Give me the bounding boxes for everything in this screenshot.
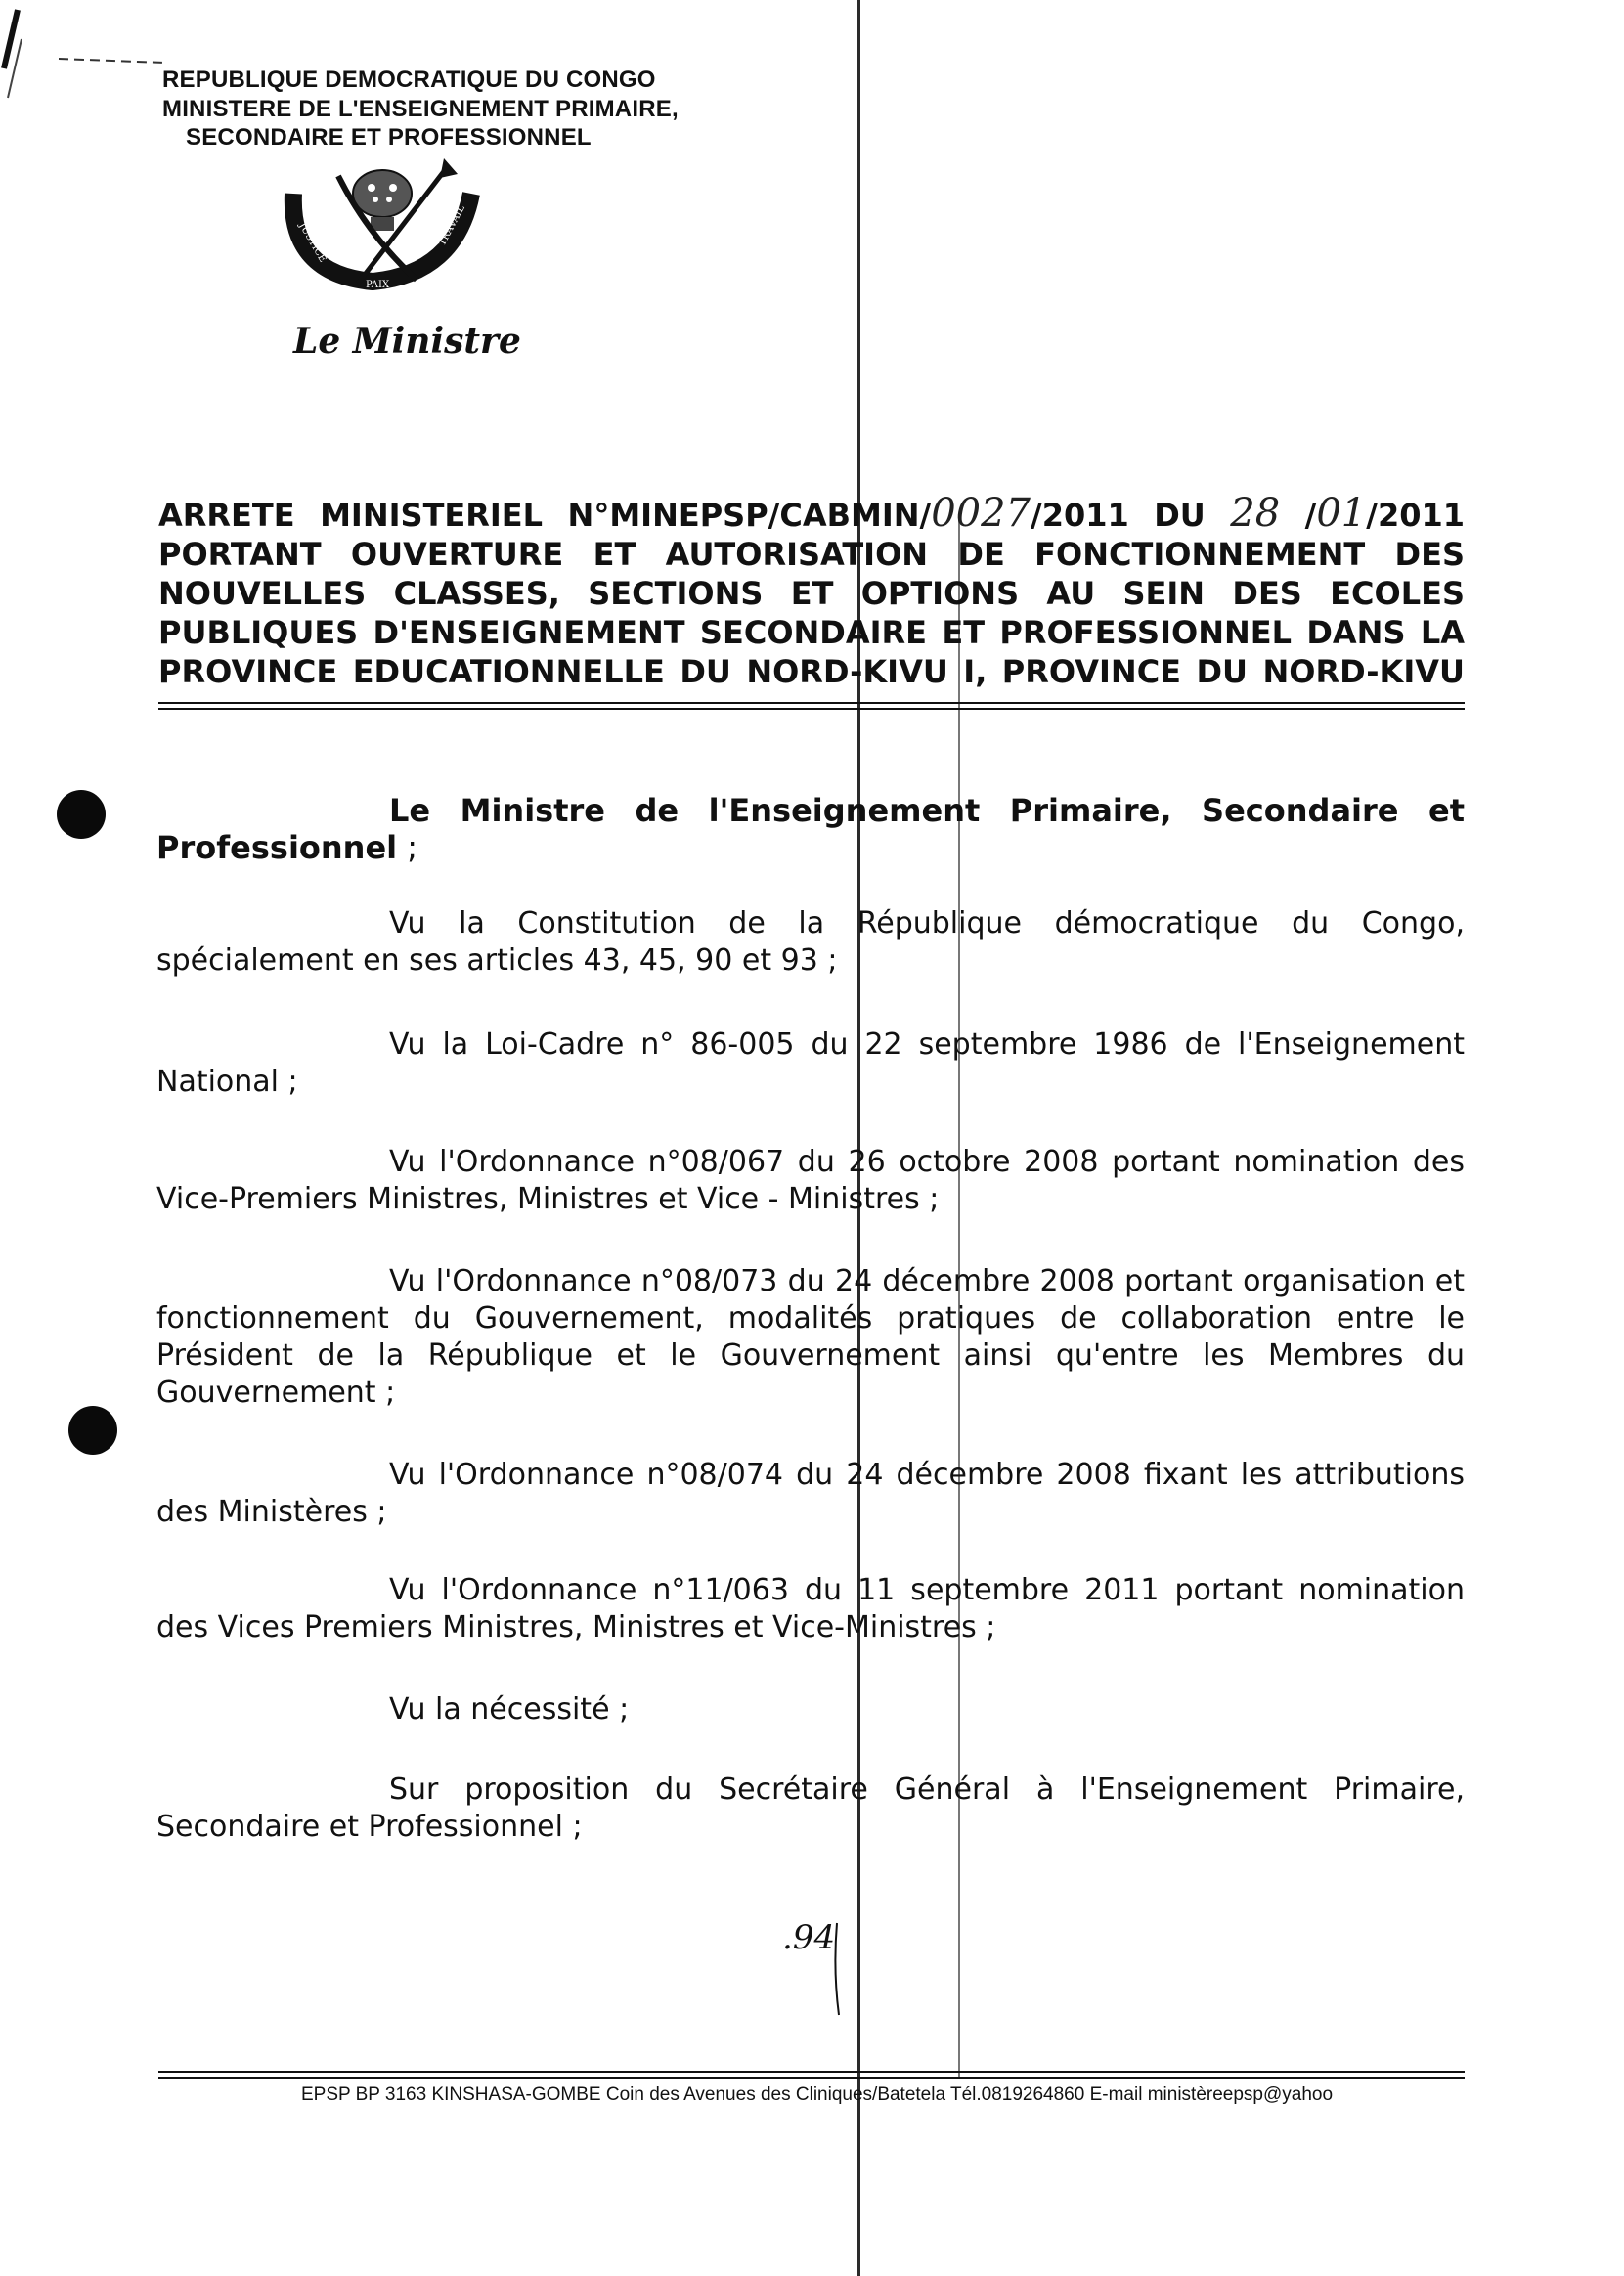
visa-constitution: Vu la Constitution de la République démocratique du Congo, spécialement en ses articles 43, 45, 90 et 93 ; [156, 906, 1465, 978]
coat-of-arms-emblem [280, 156, 485, 303]
punch-hole-bottom [68, 1406, 117, 1455]
emblem-text-justice: JUSTICE [296, 221, 329, 265]
header-ministry: MINISTERE DE L'ENSEIGNEMENT PRIMAIRE, [162, 96, 679, 122]
decree-title-line-3: NOUVELLES CLASSES, SECTIONS ET OPTIONS AU SEIN DES ECOLES [158, 575, 1465, 612]
preamble-minister: Le Ministre de l'Enseignement Primaire, Secondaire et Professionnel ; [156, 792, 1465, 866]
decree-title-line-4: PUBLIQUES D'ENSEIGNEMENT SECONDAIRE ET PROFESSIONNEL DANS LA [158, 614, 1465, 651]
decree-title [158, 491, 1465, 691]
title-underline [158, 702, 1465, 704]
handwritten-number: 0027 [931, 491, 1031, 536]
emblem-text-travail: TRAVAIL [436, 203, 467, 248]
decree-title-line-5: PROVINCE EDUCATIONNELLE DU NORD-KIVU I, PROVINCE DU NORD-KIVU [158, 653, 1465, 690]
footer-rule [158, 2071, 1465, 2073]
decree-title-line-1: ARRETE MINISTERIEL N°MINEPSP/CABMIN/0027/2011 DU 28 /01/2011 [158, 491, 1465, 536]
visa-loi-cadre: Vu la Loi-Cadre n° 86-005 du 22 septembre 1986 de l'Enseignement National ; [156, 1028, 1465, 1099]
handwritten-paraphe: .94 [782, 1918, 836, 1957]
paraphe-stroke [827, 1921, 847, 2019]
punch-hole-top [57, 790, 106, 839]
scan-fold-line [857, 0, 860, 2276]
emblem-text-paix: PAIX [366, 280, 390, 290]
footer-rule-double [158, 2077, 1465, 2079]
visa-ordonnance-11-063: Vu l'Ordonnance n°11/063 du 11 septembre 2011 portant nomination des Vices Premiers Ministres, Ministres et Vice-Ministres ; [156, 1573, 1465, 1644]
header-ministry-cont: SECONDAIRE ET PROFESSIONNEL [186, 124, 592, 151]
title-underline-double [158, 708, 1465, 710]
visa-ordonnance-08-073: Vu l'Ordonnance n°08/073 du 24 décembre 2008 portant organisation et fonctionnement du Gouvernement, modalités pratiques de collaboration entre le Président de la République et le Gouvernement ainsi qu'entre les Membres du Gouvernement ; [156, 1264, 1465, 1410]
footer-address: EPSP BP 3163 KINSHASA-GOMBE Coin des Avenues des Cliniques/Batetela Tél.0819264860 E-mail ministèreepsp@yahoo [301, 2084, 1334, 2105]
handwritten-month: 01 [1316, 491, 1367, 536]
header-country: REPUBLIQUE DEMOCRATIQUE DU CONGO [162, 66, 656, 93]
handwritten-day: 28 [1230, 491, 1281, 536]
visa-necessite: Vu la nécessité ; [389, 1692, 630, 1727]
signatory-heading: Le Ministre [293, 321, 521, 362]
visa-ordonnance-08-074: Vu l'Ordonnance n°08/074 du 24 décembre 2008 fixant les attributions des Ministères ; [156, 1458, 1465, 1529]
visa-ordonnance-08-067: Vu l'Ordonnance n°08/067 du 26 octobre 2008 portant nomination des Vice-Premiers Ministres, Ministres et Vice - Ministres ; [156, 1145, 1465, 1216]
decree-title-line-2: PORTANT OUVERTURE ET AUTORISATION DE FONCTIONNEMENT DES [158, 536, 1465, 573]
visa-proposition: Sur proposition du Secrétaire Général à l'Enseignement Primaire, Secondaire et Professionnel ; [156, 1773, 1465, 1844]
